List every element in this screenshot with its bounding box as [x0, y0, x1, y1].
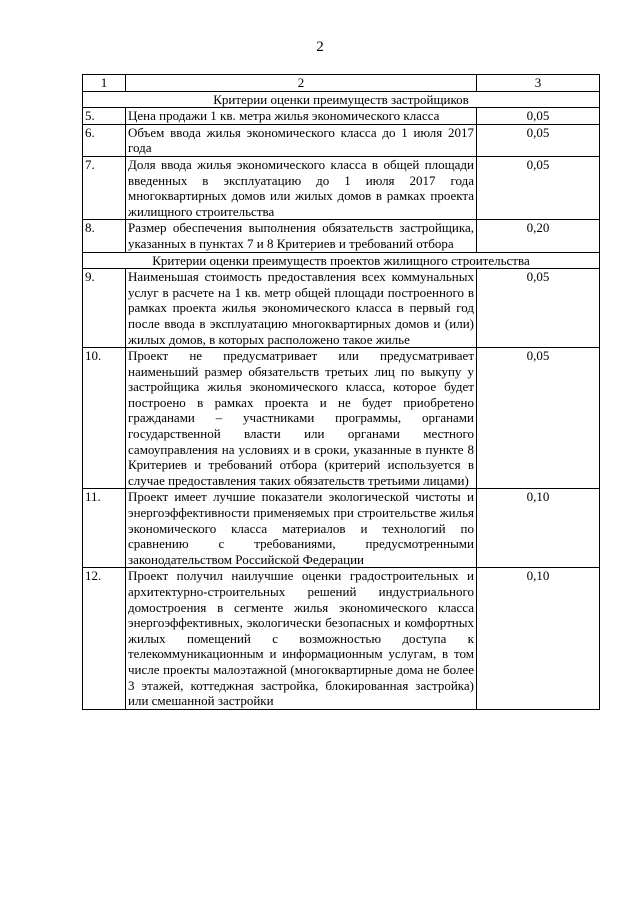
row-criterion: Цена продажи 1 кв. метра жилья экономического класса: [126, 108, 477, 125]
table-row: [83, 220, 600, 252]
row-criterion: Размер обеспечения выполнения обязательств застройщика, указанных в пунктах 7 и 8 Критериев и требований отбора: [126, 220, 477, 252]
row-weight: 0,05: [477, 108, 600, 125]
row-number: 7.: [83, 156, 126, 219]
row-criterion: Наименьшая стоимость предоставления всех коммунальных услуг в расчете на 1 кв. метр общей площади построенного в рамках проекта жилья экономического класса в первый год после ввода в эксплуатацию многоквартирных домов и (или) жилых домов, в которых расположено такое жилье: [126, 269, 477, 348]
row-number: 6.: [83, 124, 126, 156]
criteria-table: [82, 74, 600, 710]
row-weight: 0,05: [477, 156, 600, 219]
row-number: 11.: [83, 489, 126, 568]
section-title-project: Критерии оценки преимуществ проектов жилищного строительства: [83, 252, 600, 269]
row-number: 8.: [83, 220, 126, 252]
section-title-developer: Критерии оценки преимуществ застройщиков: [83, 91, 600, 108]
section-row-developer: [83, 91, 600, 108]
table-row: [83, 348, 600, 489]
header-cell-criterion: 2: [126, 75, 477, 92]
table-row: [83, 124, 600, 156]
row-criterion: Проект имеет лучшие показатели экологической чистоты и энергоэффективности применяемых при строительстве жилья экономического класса материалов и технологий по сравнению с требованиями, предусмотренными законодательством Российской Федерации: [126, 489, 477, 568]
page-number: 2: [316, 39, 324, 55]
row-criterion: Объем ввода жилья экономического класса до 1 июля 2017 года: [126, 124, 477, 156]
row-weight: 0,05: [477, 124, 600, 156]
row-number: 9.: [83, 269, 126, 348]
table-header-row: [83, 75, 600, 92]
table-row: [83, 568, 600, 709]
header-cell-weight: 3: [477, 75, 600, 92]
row-weight: 0,05: [477, 348, 600, 489]
row-criterion: Доля ввода жилья экономического класса в общей площади введенных в эксплуатацию до 1 июля 2017 года многоквартирных домов или жилых домов в рамках проекта жилищного строительства: [126, 156, 477, 219]
table-row: [83, 156, 600, 219]
row-weight: 0,05: [477, 269, 600, 348]
section-row-project: [83, 252, 600, 269]
row-weight: 0,20: [477, 220, 600, 252]
row-weight: 0,10: [477, 489, 600, 568]
table-row: [83, 269, 600, 348]
table-row: [83, 108, 600, 125]
row-number: 10.: [83, 348, 126, 489]
row-number: 5.: [83, 108, 126, 125]
table-row: [83, 489, 600, 568]
row-criterion: Проект получил наилучшие оценки градостроительных и архитектурно-строительных решений индустриального домостроения в сегменте жилья экономического класса энергоэффективных, экологически безопасных и комфортных жилых помещений с возможностью доступа к телекоммуникационным и информационным услугам, в том числе проекты малоэтажной (многоквартирные дома не более 3 этажей, коттеджная застройка, блокированная застройка) или смешанной застройки: [126, 568, 477, 709]
header-cell-number: 1: [83, 75, 126, 92]
row-criterion: Проект не предусматривает или предусматривает наименьший размер обязательств третьих лиц по выкупу у застройщика жилья экономического класса, которое будет построено в рамках проекта и не будет приобретено гражданами – участниками программы, органами государственной власти или органами местного самоуправления на условиях и в сроки, указанные в пункте 8 Критериев и требований отбора (критерий используется в случае предоставления таких обязательств третьими лицами): [126, 348, 477, 489]
row-number: 12.: [83, 568, 126, 709]
row-weight: 0,10: [477, 568, 600, 709]
